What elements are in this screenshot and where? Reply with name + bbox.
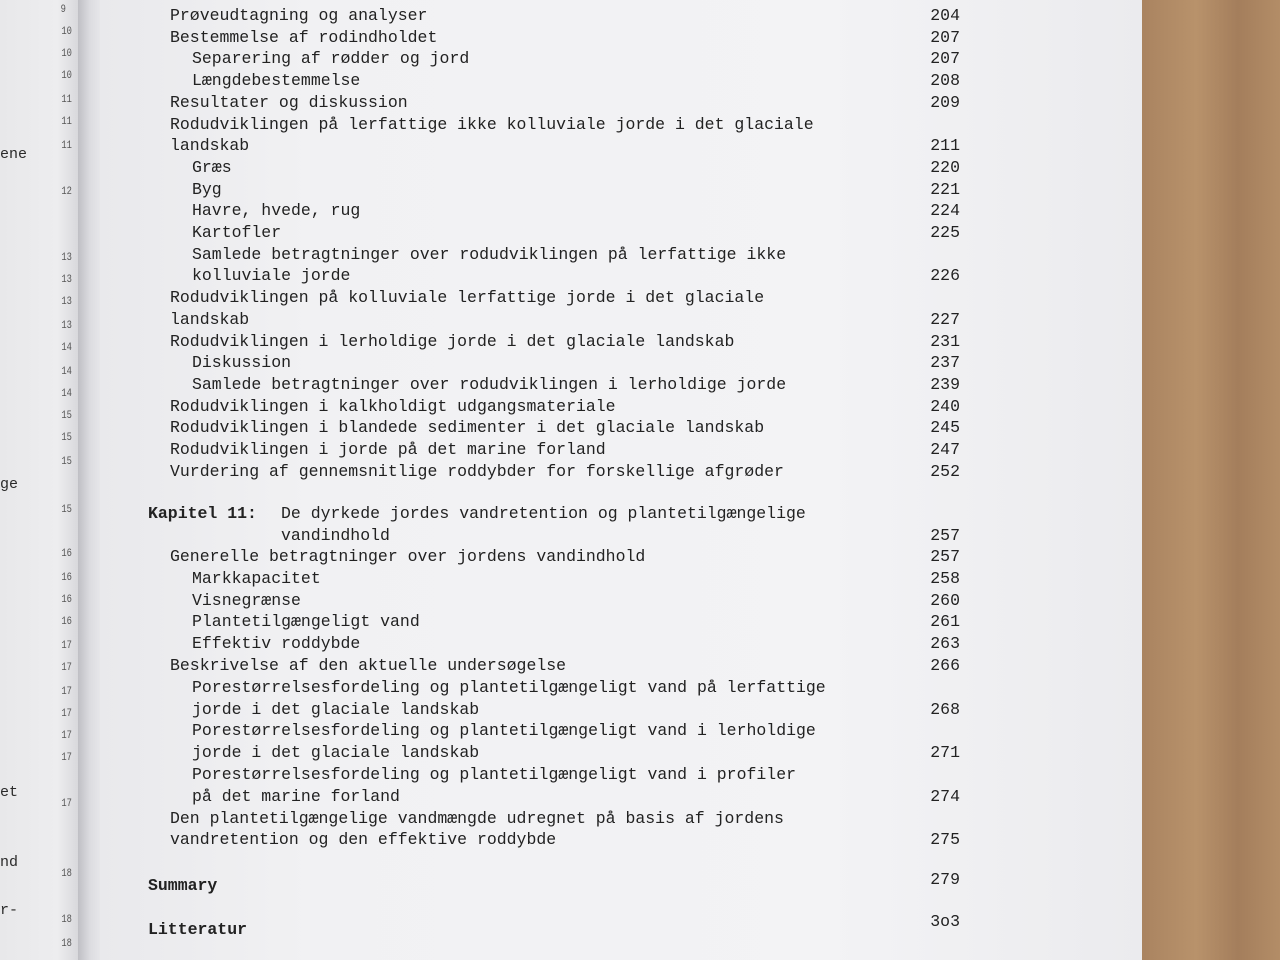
toc-entry: Resultater og diskussion [170, 92, 408, 112]
toc-page-number: 224 [930, 201, 960, 221]
left-page-number: 15 [61, 504, 72, 516]
left-page-number: 10 [61, 48, 72, 60]
toc-entry: landskab [170, 136, 250, 156]
toc-entry: Visnegrænse [192, 590, 301, 610]
toc-page-number: 207 [930, 49, 960, 69]
toc-page-number: 204 [930, 6, 960, 25]
toc-entry: Porestørrelsesfordeling og plantetilgængeligt vand i profiler [192, 765, 796, 784]
left-page-number: 12 [61, 186, 72, 198]
left-page-number: 13 [61, 274, 72, 286]
toc-page-number: 257 [930, 547, 960, 566]
toc-page-number: 3o3 [930, 912, 960, 931]
left-page-number: 14 [61, 342, 72, 354]
toc-entry: Den plantetilgængelige vandmængde udregnet på basis af jordens [170, 808, 784, 828]
toc-page-number: 279 [930, 870, 960, 889]
toc-page-number: 275 [930, 830, 960, 850]
toc-entry: Græs [192, 157, 232, 177]
toc-entry: Vurdering af gennemsnitlige roddybder for forskellige afgrøder [170, 461, 784, 481]
toc-page-number: 263 [930, 634, 960, 654]
toc-page-number: 211 [930, 136, 960, 156]
margin-text-fragment: nd [0, 854, 19, 871]
toc-entry: Rodudviklingen på kolluviale lerfattige jorde i det glaciale [170, 288, 765, 308]
toc-entry: landskab [170, 309, 250, 329]
toc-entry: Bestemmelse af rodindholdet [170, 27, 438, 47]
toc-page-number: 227 [930, 309, 960, 329]
left-page-number: 11 [61, 140, 72, 152]
toc-entry: Rodudviklingen i blandede sedimenter i det glaciale landskab [170, 418, 765, 438]
toc-page-number: 247 [930, 440, 960, 459]
toc-page-number: 260 [930, 590, 960, 610]
toc-entry: på det marine forland [192, 786, 400, 806]
left-page-number: 18 [61, 938, 72, 950]
toc-page-number: 266 [930, 656, 960, 675]
left-page-number: 11 [61, 94, 72, 106]
toc-page-number: 221 [930, 179, 960, 199]
toc-entry: Effektiv roddybde [192, 634, 361, 654]
toc-page-number: 237 [930, 353, 960, 373]
toc-page-number: 261 [930, 612, 960, 632]
left-page-number: 17 [61, 730, 72, 742]
toc-page-number: 207 [930, 27, 960, 47]
toc-entry: Længdebestemmelse [192, 71, 361, 91]
toc-page-number: 225 [930, 223, 960, 242]
left-page-number: 15 [61, 456, 72, 468]
margin-text-fragment: ene [0, 146, 28, 163]
left-page-number: 16 [61, 572, 72, 584]
chapter-title: De dyrkede jordes vandretention og plantetilgængelige [281, 504, 806, 523]
toc-entry: Porestørrelsesfordeling og plantetilgængeligt vand i lerholdige [192, 721, 816, 741]
litteratur-heading: Litteratur [148, 920, 248, 939]
toc-entry: vandretention og den effektive roddybde [170, 830, 557, 850]
chapter-title: vandindhold [281, 525, 390, 545]
toc-entry: jorde i det glaciale landskab [192, 743, 480, 763]
left-page-number: 18 [61, 914, 72, 926]
toc-entry: Prøveudtagning og analyser [170, 6, 428, 25]
left-page-number: 18 [61, 868, 72, 880]
left-page-number: 13 [61, 320, 72, 332]
toc-entry: Diskussion [192, 353, 292, 373]
left-page-number: 13 [61, 296, 72, 308]
toc-entry: Samlede betragtninger over rodudviklingen i lerholdige jorde [192, 374, 787, 394]
toc-entry: Plantetilgængeligt vand [192, 612, 420, 632]
toc-page-number: 220 [930, 157, 960, 177]
toc-entry: Markkapacitet [192, 568, 321, 588]
margin-text-fragment: r- [0, 902, 19, 919]
left-page-number: 15 [61, 432, 72, 444]
left-page-number: 14 [61, 388, 72, 400]
left-page-number: 13 [61, 252, 72, 264]
left-page-number: 17 [61, 640, 72, 652]
toc-page-number: 274 [930, 786, 960, 806]
toc-entry: Havre, hvede, rug [192, 201, 361, 221]
toc-page-number: 208 [930, 71, 960, 91]
left-page-number: 9 [60, 4, 66, 16]
left-page-number: 17 [61, 708, 72, 720]
toc-page-number: 257 [930, 525, 960, 545]
toc-entry: Generelle betragtninger over jordens vandindhold [170, 547, 646, 566]
toc-page-number: 271 [930, 743, 960, 763]
left-page-number: 10 [61, 70, 72, 82]
left-page-number: 17 [61, 662, 72, 674]
margin-text-fragment: ge [0, 476, 19, 493]
toc-entry: Rodudviklingen på lerfattige ikke kolluviale jorde i det glaciale [170, 114, 814, 134]
left-page-number: 16 [61, 616, 72, 628]
toc-entry: Kartofler [192, 223, 282, 242]
left-page-number: 17 [61, 686, 72, 698]
toc-entry: Samlede betragtninger over rodudviklingen på lerfattige ikke [192, 244, 787, 264]
toc-page-number: 239 [930, 374, 960, 394]
toc-entry: kolluviale jorde [192, 266, 351, 286]
left-page-number: 14 [61, 366, 72, 378]
toc-page-number: 226 [930, 266, 960, 286]
toc-page-number: 209 [930, 92, 960, 112]
toc-page-number: 240 [930, 396, 960, 416]
toc-page-number: 245 [930, 418, 960, 438]
toc-entry: Porestørrelsesfordeling og plantetilgængeligt vand på lerfattige [192, 677, 826, 697]
left-page-number: 16 [61, 548, 72, 560]
left-page-number: 17 [61, 798, 72, 810]
toc-entry: Byg [192, 179, 222, 199]
left-page [0, 0, 82, 960]
right-page [100, 0, 1142, 960]
toc-entry: Rodudviklingen i jorde på det marine forland [170, 440, 606, 459]
toc-entry: Beskrivelse af den aktuelle undersøgelse [170, 656, 567, 675]
left-page-number: 11 [61, 116, 72, 128]
toc-entry: Rodudviklingen i kalkholdigt udgangsmateriale [170, 396, 616, 416]
toc-page-number: 268 [930, 699, 960, 719]
toc-entry: jorde i det glaciale landskab [192, 699, 480, 719]
summary-heading: Summary [148, 876, 218, 895]
left-page-number: 10 [61, 26, 72, 38]
toc-entry: Rodudviklingen i lerholdige jorde i det glaciale landskab [170, 331, 735, 351]
toc-page-number: 231 [930, 331, 960, 351]
toc-entry: Separering af rødder og jord [192, 49, 470, 69]
left-page-number: 17 [61, 752, 72, 764]
toc-page-number: 252 [930, 461, 960, 481]
table-surface [1140, 0, 1280, 960]
chapter-label: Kapitel 11: [148, 504, 257, 523]
left-page-number: 15 [61, 410, 72, 422]
toc-page-number: 258 [930, 568, 960, 588]
left-page-number: 16 [61, 594, 72, 606]
margin-text-fragment: et [0, 784, 19, 801]
